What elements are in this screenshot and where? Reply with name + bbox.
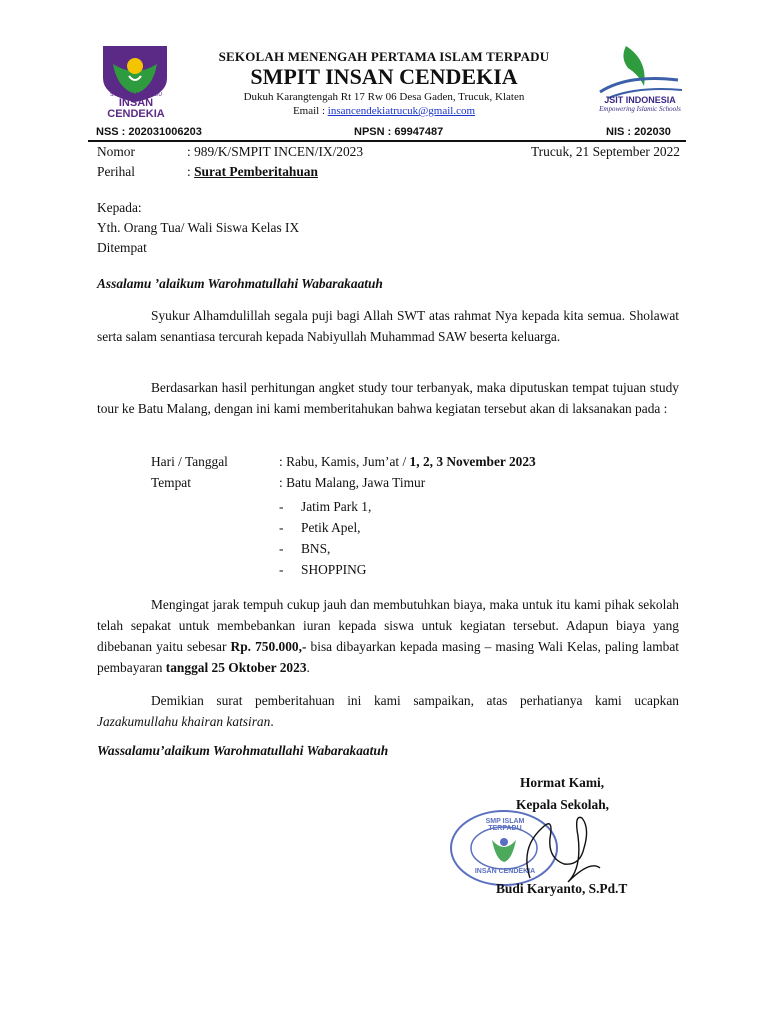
stamp-text: INSAN CENDEKIA [474, 868, 536, 875]
recipient-kepada: Kepada: [97, 200, 142, 215]
opening-greeting: Assalamu ’alaikum Warohmatullahi Wabarakaatuh [97, 276, 383, 291]
nis-number: NIS : 202030 [606, 126, 671, 138]
nss-number: NSS : 202031006203 [96, 126, 202, 138]
nomor-label: Nomor [97, 144, 135, 159]
signature-title: Kepala Sekolah, [516, 797, 610, 812]
handwritten-signature [520, 808, 610, 888]
tempat-value: : Batu Malang, Jawa Timur [279, 475, 426, 490]
list-item: - Petik Apel, [279, 520, 361, 535]
school-address: Dukuh Karangtengah Rt 17 Rw 06 Desa Gaden, Trucuk, Klaten [243, 91, 525, 103]
list-item: - SHOPPING [279, 562, 367, 577]
perihal-subject: Surat Pemberitahuan [194, 164, 318, 179]
letter-date: Trucuk, 21 September 2022 [530, 144, 680, 159]
recipient-name: Yth. Orang Tua/ Wali Siswa Kelas IX [97, 220, 300, 235]
hari-days: : Rabu, Kamis, Jum’at / [279, 454, 410, 469]
perihal-value [187, 164, 318, 180]
signature-regards: Hormat Kami, [520, 775, 605, 790]
list-item: - Jatim Park 1, [279, 499, 372, 514]
nomor-value: : 989/K/SMPIT INCEN/IX/2023 [187, 144, 364, 159]
destination-list [279, 496, 371, 580]
signatory-name: Budi Karyanto, S.Pd.T [496, 881, 628, 896]
hari-dates: 1, 2, 3 November 2023 [409, 454, 536, 469]
school-email-line [0, 105, 768, 117]
perihal-colon: : [187, 164, 195, 179]
hari-value [279, 454, 536, 470]
stamp-text: SMP ISLAM TERPADU [485, 818, 525, 832]
letterhead-divider [88, 140, 686, 142]
jsit-logo-caption: JSIT INDONESIA Empowering Islamic Schools [599, 95, 681, 113]
email-link[interactable]: insancendekiatrucuk@gmail.com [327, 105, 476, 117]
list-item: - BNS, [279, 541, 331, 556]
paragraph-1: Syukur Alhamdulillah segala puji bagi Allah SWT atas rahmat Nya kepada kita semua. Sholawat serta salam senantiasa tercurah kepada Nabiyullah Muhammad SAW beserta keluarga. [97, 308, 679, 344]
perihal-label: Perihal [97, 164, 135, 179]
closing-greeting: Wassalamu’alaikum Warohmatullahi Wabarakaatuh [97, 743, 389, 758]
paragraph-4: Demikian surat pemberitahuan ini kami sampaikan, atas perhatianya kami ucapkan Jazakumullahu khairan katsiran. [97, 693, 679, 729]
letterhead-top-line: SEKOLAH MENENGAH PERTAMA ISLAM TERPADU [218, 49, 550, 64]
tempat-label: Tempat [151, 475, 191, 490]
recipient-place: Ditempat [97, 240, 147, 255]
school-logo-caption: SMP ISLAM TERPADU INSAN CENDEKIA [107, 92, 165, 120]
email-label: Email : [292, 105, 328, 117]
hari-label: Hari / Tanggal [151, 454, 228, 469]
school-name: SMPIT INSAN CENDEKIA [250, 64, 518, 89]
paragraph-3: Mengingat jarak tempuh cukup jauh dan membutuhkan biaya, maka untuk itu kami pihak sekolah telah sepakat untuk membebankan iuran kepada siswa untuk kegiatan tersebut. Adapun biaya yang dibebanan yaitu sebesar Rp. 750.000,- bisa dibayarkan kepada masing – masing Wali Kelas, paling lambat pembayaran tanggal 25 Oktober 2023. [97, 597, 679, 675]
npsn-number: NPSN : 69947487 [354, 126, 444, 138]
paragraph-2: Berdasarkan hasil perhitungan angket study tour terbanyak, maka diputuskan tempat tujuan study tour ke Batu Malang, dengan ini kami memberitahukan bahwa kegiatan tersebut akan di laksanakan pada : [97, 380, 679, 416]
